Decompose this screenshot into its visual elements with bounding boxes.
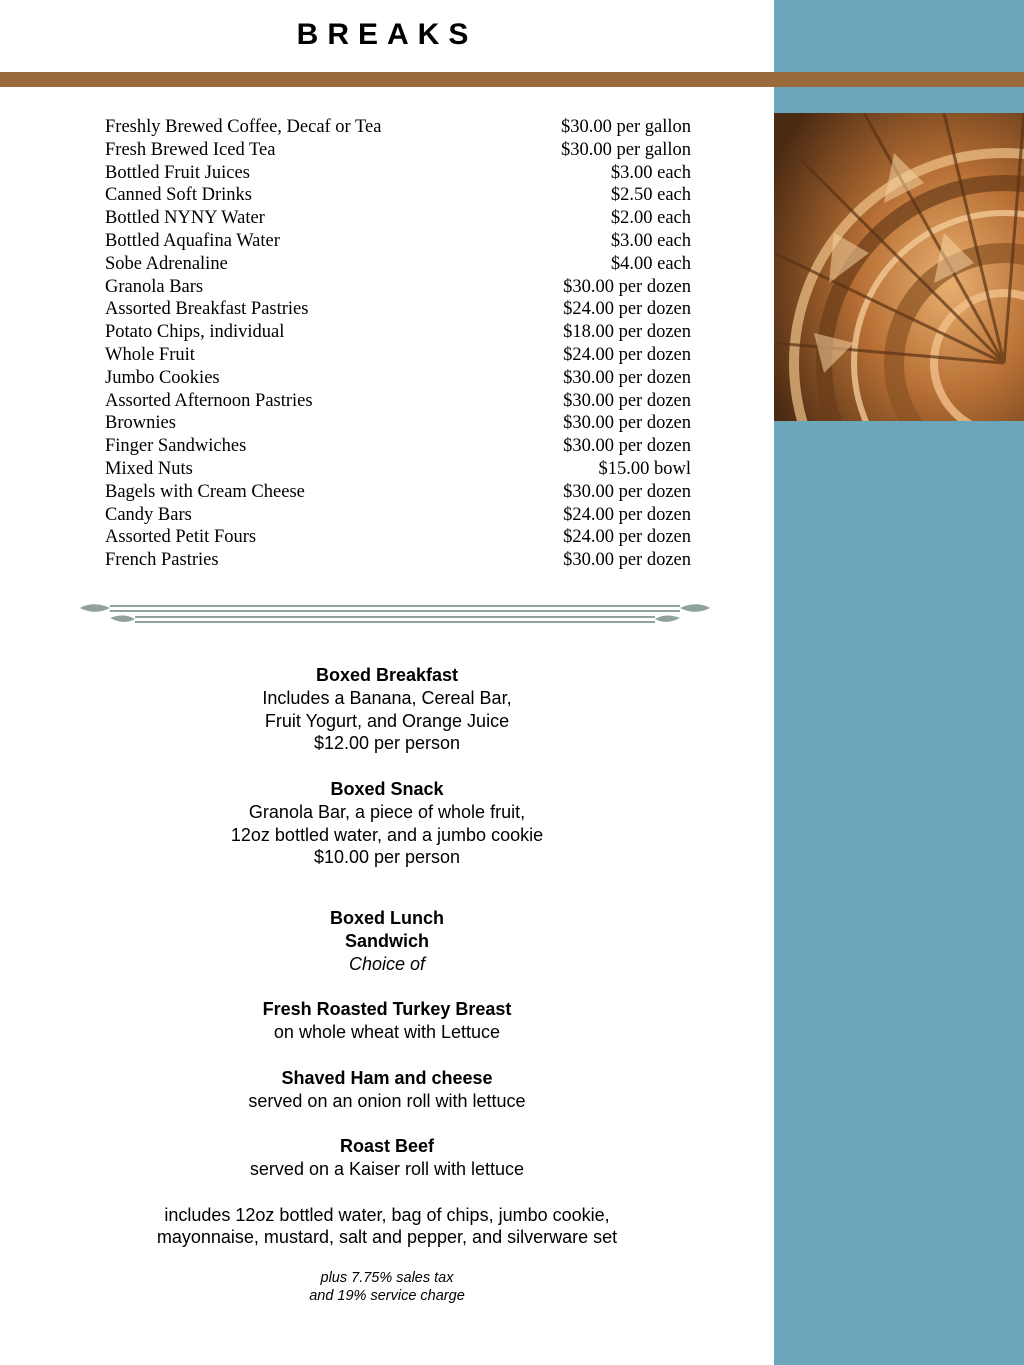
menu-item-row	[105, 549, 691, 572]
menu-item-name: Mixed Nuts	[105, 458, 193, 479]
menu-item-price: $2.50 each	[610, 185, 691, 206]
menu-item-price: $30.00 per dozen	[563, 276, 691, 297]
menu-item-price: $24.00 per dozen	[563, 527, 691, 548]
menu-item-price: $3.00 each	[610, 162, 691, 183]
menu-item-name: Candy Bars	[105, 504, 192, 525]
decorative-divider	[80, 598, 710, 630]
menu-item-price: $2.00 each	[610, 208, 691, 229]
menu-item-row	[105, 321, 691, 344]
tax-note-line2: and 19% service charge	[309, 1288, 465, 1305]
boxed-snack-line2: 12oz bottled water, and a jumbo cookie	[230, 824, 544, 845]
menu-item-name: Finger Sandwiches	[105, 436, 247, 457]
menu-item-name: Bottled Fruit Juices	[105, 162, 250, 183]
menu-item-row	[105, 162, 691, 185]
menu-item-price: $15.00 bowl	[598, 458, 691, 479]
menu-item-price: $24.00 per dozen	[563, 299, 691, 320]
boxed-snack-section	[0, 778, 774, 869]
decorative-ornament-image	[774, 113, 1024, 421]
menu-item-row	[105, 276, 691, 299]
menu-item-name: Bagels with Cream Cheese	[105, 481, 305, 502]
menu-item-row	[105, 253, 691, 276]
menu-price-list	[105, 116, 691, 572]
boxed-breakfast-price: $12.00 per person	[313, 733, 461, 754]
menu-item-price: $24.00 per dozen	[563, 504, 691, 525]
menu-item-row	[105, 207, 691, 230]
boxed-breakfast-line1: Includes a Banana, Cereal Bar,	[262, 687, 512, 708]
menu-item-price: $30.00 per dozen	[563, 390, 691, 411]
boxed-snack-price: $10.00 per person	[313, 847, 461, 868]
menu-item-name: Assorted Petit Fours	[105, 527, 257, 548]
menu-item-name: Bottled NYNY Water	[105, 208, 265, 229]
packages-section	[0, 664, 774, 1305]
menu-item-price: $30.00 per gallon	[561, 139, 691, 160]
menu-item-price: $30.00 per dozen	[563, 413, 691, 434]
boxed-breakfast-line2: Fruit Yogurt, and Orange Juice	[264, 710, 510, 731]
title-rule	[0, 72, 774, 87]
menu-item-name: Canned Soft Drinks	[105, 185, 252, 206]
page-title: BREAKS	[296, 18, 478, 51]
boxed-lunch-includes-line2: mayonnaise, mustard, salt and pepper, and silverware set	[156, 1227, 618, 1248]
menu-item-row	[105, 458, 691, 481]
menu-item-row	[105, 298, 691, 321]
menu-item-price: $3.00 each	[610, 230, 691, 251]
menu-item-price: $4.00 each	[610, 253, 691, 274]
menu-item-row	[105, 435, 691, 458]
menu-item-name: Assorted Afternoon Pastries	[105, 390, 313, 411]
menu-item-price: $30.00 per gallon	[561, 117, 691, 137]
menu-item-price: $18.00 per dozen	[563, 322, 691, 343]
menu-item-row	[105, 367, 691, 390]
menu-item-row	[105, 344, 691, 367]
title-rule-right	[774, 72, 1024, 87]
menu-item-name: Sobe Adrenaline	[105, 253, 228, 274]
menu-item-name: Freshly Brewed Coffee, Decaf or Tea	[105, 117, 382, 137]
boxed-lunch-section	[0, 907, 774, 1249]
lunch-option-name: Shaved Ham and cheese	[281, 1067, 493, 1088]
menu-item-price: $24.00 per dozen	[563, 344, 691, 365]
boxed-snack-title: Boxed Snack	[330, 778, 444, 799]
menu-item-row	[105, 390, 691, 413]
menu-item-name: Fresh Brewed Iced Tea	[105, 139, 276, 160]
menu-item-price: $30.00 per dozen	[563, 367, 691, 388]
menu-item-price: $30.00 per dozen	[563, 550, 691, 571]
menu-item-row	[105, 139, 691, 162]
menu-item-name: French Pastries	[105, 550, 219, 571]
menu-item-row	[105, 481, 691, 504]
menu-item-price: $30.00 per dozen	[563, 481, 691, 502]
boxed-lunch-includes-line1: includes 12oz bottled water, bag of chips, jumbo cookie,	[164, 1204, 610, 1225]
boxed-breakfast-section	[0, 664, 774, 755]
boxed-snack-line1: Granola Bar, a piece of whole fruit,	[248, 801, 526, 822]
lunch-option-name: Roast Beef	[339, 1136, 435, 1157]
menu-item-row	[105, 116, 691, 139]
menu-item-row	[105, 504, 691, 527]
menu-item-name: Whole Fruit	[105, 344, 195, 365]
lunch-option-name: Fresh Roasted Turkey Breast	[262, 999, 512, 1020]
boxed-lunch-subtitle: Sandwich	[344, 930, 429, 951]
lunch-option-desc: served on an onion roll with lettuce	[248, 1090, 526, 1111]
menu-item-name: Assorted Breakfast Pastries	[105, 299, 309, 320]
lunch-option-desc: served on a Kaiser roll with lettuce	[249, 1158, 525, 1179]
menu-item-row	[105, 412, 691, 435]
menu-item-row	[105, 526, 691, 549]
boxed-breakfast-title: Boxed Breakfast	[315, 665, 459, 685]
menu-item-name: Jumbo Cookies	[105, 367, 220, 388]
menu-item-row	[105, 184, 691, 207]
menu-item-name: Potato Chips, individual	[105, 322, 285, 343]
boxed-lunch-choice: Choice of	[348, 953, 426, 974]
lunch-option-desc: on whole wheat with Lettuce	[273, 1022, 501, 1043]
menu-item-price: $30.00 per dozen	[563, 436, 691, 457]
menu-item-row	[105, 230, 691, 253]
tax-note-line1: plus 7.75% sales tax	[320, 1270, 454, 1287]
boxed-lunch-title: Boxed Lunch	[329, 908, 444, 929]
menu-item-name: Brownies	[105, 413, 176, 434]
menu-item-name: Granola Bars	[105, 276, 204, 297]
menu-item-name: Bottled Aquafina Water	[105, 230, 280, 251]
